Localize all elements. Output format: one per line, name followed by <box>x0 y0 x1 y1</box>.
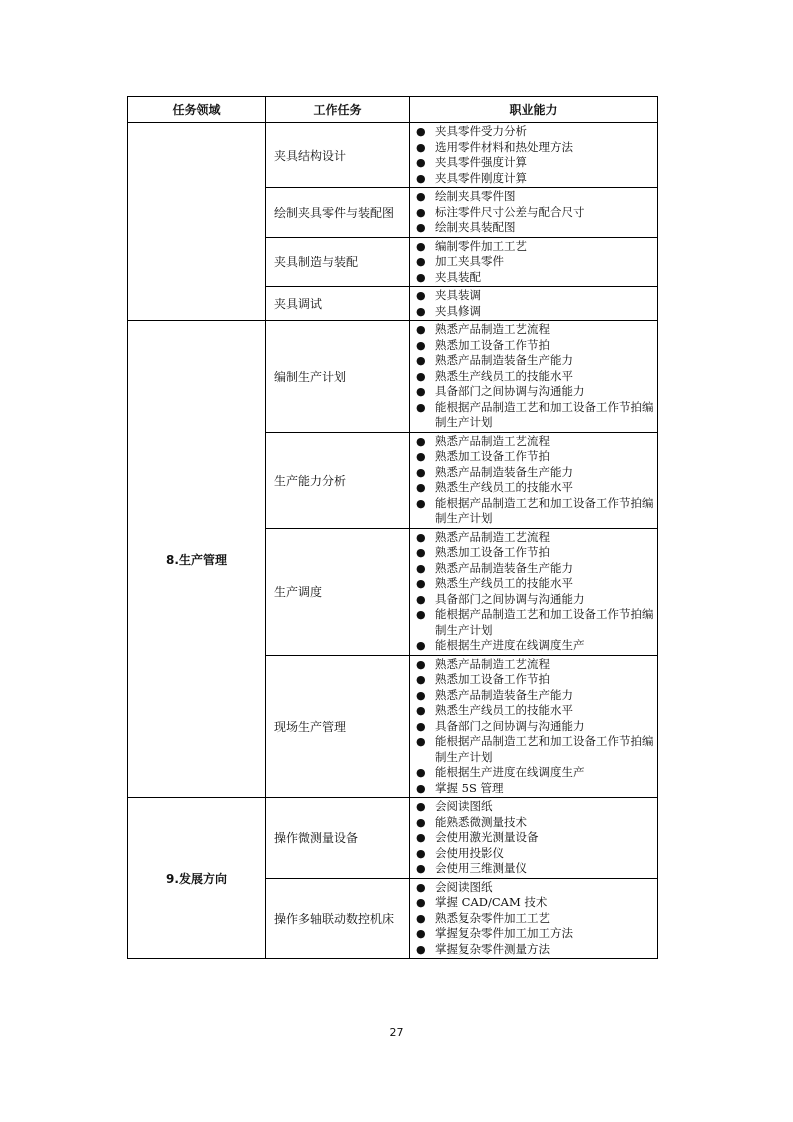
ability-text: 能根据产品制造工艺和加工设备工作节拍编制生产计划 <box>435 607 654 637</box>
list-item <box>416 496 654 527</box>
header-ability: 职业能力 <box>410 97 658 123</box>
header-task: 工作任务 <box>266 97 410 123</box>
table-row <box>128 321 658 433</box>
list-item <box>416 942 654 958</box>
bullet-icon: ● <box>416 239 426 253</box>
ability-text: 会使用投影仪 <box>435 845 504 860</box>
ability-text: 熟悉加工设备工作节拍 <box>435 672 550 686</box>
ability-cell <box>410 878 658 959</box>
list-item <box>416 734 654 765</box>
list-item <box>416 140 654 156</box>
bullet-icon: ● <box>416 530 426 544</box>
list-item <box>416 926 654 942</box>
bullet-icon: ● <box>416 338 426 352</box>
bullet-icon: ● <box>416 735 426 748</box>
list-item <box>416 239 654 255</box>
task-cell: 绘制夹具零件与装配图 <box>266 188 410 238</box>
domain-cell: 8.生产管理 <box>128 321 266 798</box>
bullet-icon: ● <box>416 481 426 494</box>
list-item <box>416 480 654 496</box>
ability-text: 熟悉生产线员工的技能水平 <box>435 368 573 383</box>
list-item <box>416 561 654 577</box>
list-item <box>416 434 654 450</box>
bullet-icon: ● <box>416 221 426 234</box>
ability-text: 夹具零件受力分析 <box>435 124 527 138</box>
task-cell: 夹具调试 <box>266 287 410 321</box>
ability-text: 熟悉加工设备工作节拍 <box>435 449 550 463</box>
ability-list <box>416 434 654 527</box>
ability-text: 夹具装调 <box>435 288 481 302</box>
bullet-icon: ● <box>416 190 426 203</box>
ability-text: 绘制夹具零件图 <box>435 189 516 203</box>
bullet-icon: ● <box>416 862 426 875</box>
ability-list <box>416 124 654 186</box>
bullet-icon: ● <box>416 911 426 925</box>
ability-list <box>416 189 654 236</box>
ability-cell <box>410 188 658 238</box>
ability-text: 熟悉产品制造装备生产能力 <box>435 687 573 702</box>
ability-text: 熟悉生产线员工的技能水平 <box>435 480 573 494</box>
page-number: 27 <box>389 1026 404 1039</box>
ability-text: 编制零件加工工艺 <box>435 238 527 253</box>
list-item <box>416 703 654 719</box>
ability-list <box>416 322 654 431</box>
bullet-icon: ● <box>416 688 426 702</box>
ability-list <box>416 239 654 286</box>
bullet-icon: ● <box>416 450 426 463</box>
ability-text: 掌握复杂零件测量方法 <box>435 941 550 956</box>
ability-text: 夹具零件刚度计算 <box>435 170 527 185</box>
bullet-icon: ● <box>416 608 426 621</box>
list-item <box>416 369 654 385</box>
ability-list <box>416 530 654 654</box>
bullet-icon: ● <box>416 465 426 479</box>
domain-cell: 9.发展方向 <box>128 798 266 959</box>
bullet-icon: ● <box>416 704 426 717</box>
bullet-icon: ● <box>416 927 426 940</box>
ability-text: 熟悉加工设备工作节拍 <box>435 337 550 352</box>
ability-text: 夹具修调 <box>435 303 481 318</box>
bullet-icon: ● <box>416 639 426 652</box>
bullet-icon: ● <box>416 140 426 154</box>
list-item <box>416 765 654 781</box>
ability-list <box>416 288 654 319</box>
ability-text: 能根据产品制造工艺和加工设备工作节拍编制生产计划 <box>435 399 654 429</box>
list-item <box>416 799 654 815</box>
bullet-icon: ● <box>416 846 426 860</box>
header-domain: 任务领域 <box>128 97 266 123</box>
bullet-icon: ● <box>416 434 426 448</box>
list-item <box>416 719 654 735</box>
ability-text: 具备部门之间协调与沟通能力 <box>435 384 585 398</box>
list-item <box>416 171 654 187</box>
task-cell: 生产调度 <box>266 528 410 655</box>
bullet-icon: ● <box>416 369 426 383</box>
ability-cell <box>410 528 658 655</box>
ability-cell <box>410 237 658 287</box>
list-item <box>416 638 654 654</box>
bullet-icon: ● <box>416 673 426 686</box>
ability-text: 熟悉生产线员工的技能水平 <box>435 703 573 717</box>
ability-cell <box>410 321 658 433</box>
ability-text: 能根据生产进度在线调度生产 <box>435 765 585 779</box>
bullet-icon: ● <box>416 385 426 398</box>
ability-text: 夹具零件强度计算 <box>435 155 527 169</box>
list-item <box>416 895 654 911</box>
ability-text: 熟悉复杂零件加工工艺 <box>435 910 550 925</box>
list-item <box>416 815 654 831</box>
bullet-icon: ● <box>416 304 426 318</box>
ability-text: 夹具装配 <box>435 269 481 284</box>
task-cell: 操作多轴联动数控机床 <box>266 878 410 959</box>
list-item <box>416 254 654 270</box>
ability-cell <box>410 798 658 879</box>
bullet-icon: ● <box>416 496 426 510</box>
ability-list <box>416 799 654 877</box>
bullet-icon: ● <box>416 592 426 606</box>
bullet-icon: ● <box>416 354 426 367</box>
bullet-icon: ● <box>416 205 426 219</box>
ability-text: 会阅读图纸 <box>435 879 493 894</box>
list-item <box>416 322 654 338</box>
ability-text: 熟悉产品制造装备生产能力 <box>435 464 573 479</box>
ability-cell <box>410 655 658 798</box>
ability-text: 选用零件材料和热处理方法 <box>435 139 573 154</box>
list-item <box>416 124 654 140</box>
list-item <box>416 220 654 236</box>
ability-text: 会阅读图纸 <box>435 799 493 813</box>
ability-text: 绘制夹具装配图 <box>435 220 516 234</box>
bullet-icon: ● <box>416 719 426 733</box>
list-item <box>416 880 654 896</box>
list-item <box>416 270 654 286</box>
task-cell: 编制生产计划 <box>266 321 410 433</box>
bullet-icon: ● <box>416 270 426 284</box>
ability-list <box>416 880 654 958</box>
bullet-icon: ● <box>416 289 426 302</box>
bullet-icon: ● <box>416 880 426 894</box>
ability-text: 标注零件尺寸公差与配合尺寸 <box>435 204 585 219</box>
ability-text: 掌握 5S 管理 <box>435 780 504 795</box>
competency-table <box>127 96 658 959</box>
bullet-icon: ● <box>416 156 426 169</box>
task-cell: 夹具结构设计 <box>266 123 410 188</box>
ability-text: 掌握 CAD/CAM 技术 <box>435 895 548 909</box>
ability-cell <box>410 123 658 188</box>
ability-text: 熟悉产品制造工艺流程 <box>435 529 550 544</box>
ability-text: 会使用激光测量设备 <box>435 830 539 844</box>
ability-text: 熟悉加工设备工作节拍 <box>435 545 550 559</box>
table-header-row <box>128 97 658 123</box>
bullet-icon: ● <box>416 800 426 813</box>
table-row <box>128 123 658 188</box>
list-item <box>416 449 654 465</box>
ability-text: 能根据产品制造工艺和加工设备工作节拍编制生产计划 <box>435 495 654 525</box>
list-item <box>416 155 654 171</box>
ability-text: 掌握复杂零件加工加工方法 <box>435 926 573 940</box>
bullet-icon: ● <box>416 400 426 414</box>
list-item <box>416 205 654 221</box>
ability-text: 加工夹具零件 <box>435 254 504 268</box>
list-item <box>416 911 654 927</box>
list-item <box>416 657 654 673</box>
bullet-icon: ● <box>416 171 426 185</box>
list-item <box>416 304 654 320</box>
domain-cell <box>128 123 266 321</box>
list-item <box>416 830 654 846</box>
bullet-icon: ● <box>416 831 426 844</box>
ability-text: 熟悉产品制造工艺流程 <box>435 322 550 336</box>
list-item <box>416 530 654 546</box>
table-row <box>128 798 658 879</box>
list-item <box>416 592 654 608</box>
bullet-icon: ● <box>416 657 426 671</box>
task-cell: 现场生产管理 <box>266 655 410 798</box>
ability-text: 能熟悉微测量技术 <box>435 814 527 829</box>
ability-text: 能根据生产进度在线调度生产 <box>435 638 585 652</box>
ability-cell <box>410 287 658 321</box>
ability-list <box>416 657 654 797</box>
ability-text: 熟悉生产线员工的技能水平 <box>435 576 573 590</box>
bullet-icon: ● <box>416 561 426 575</box>
ability-text: 能根据产品制造工艺和加工设备工作节拍编制生产计划 <box>435 734 654 764</box>
list-item <box>416 607 654 638</box>
list-item <box>416 384 654 400</box>
list-item <box>416 545 654 561</box>
bullet-icon: ● <box>416 781 426 795</box>
bullet-icon: ● <box>416 766 426 779</box>
bullet-icon: ● <box>416 125 426 138</box>
list-item <box>416 576 654 592</box>
ability-text: 熟悉产品制造装备生产能力 <box>435 353 573 367</box>
ability-text: 具备部门之间协调与沟通能力 <box>435 591 585 606</box>
ability-cell <box>410 432 658 528</box>
ability-text: 会使用三维测量仪 <box>435 861 527 875</box>
task-cell: 操作微测量设备 <box>266 798 410 879</box>
list-item <box>416 338 654 354</box>
list-item <box>416 781 654 797</box>
bullet-icon: ● <box>416 577 426 590</box>
list-item <box>416 672 654 688</box>
list-item <box>416 400 654 431</box>
list-item <box>416 288 654 304</box>
ability-text: 具备部门之间协调与沟通能力 <box>435 718 585 733</box>
ability-text: 熟悉产品制造工艺流程 <box>435 656 550 671</box>
bullet-icon: ● <box>416 942 426 956</box>
ability-text: 熟悉产品制造工艺流程 <box>435 433 550 448</box>
ability-text: 熟悉产品制造装备生产能力 <box>435 560 573 575</box>
bullet-icon: ● <box>416 896 426 909</box>
list-item <box>416 189 654 205</box>
bullet-icon: ● <box>416 815 426 829</box>
task-cell: 生产能力分析 <box>266 432 410 528</box>
list-item <box>416 465 654 481</box>
list-item <box>416 353 654 369</box>
list-item <box>416 688 654 704</box>
list-item <box>416 861 654 877</box>
task-cell: 夹具制造与装配 <box>266 237 410 287</box>
list-item <box>416 846 654 862</box>
bullet-icon: ● <box>416 255 426 268</box>
bullet-icon: ● <box>416 546 426 559</box>
bullet-icon: ● <box>416 323 426 336</box>
